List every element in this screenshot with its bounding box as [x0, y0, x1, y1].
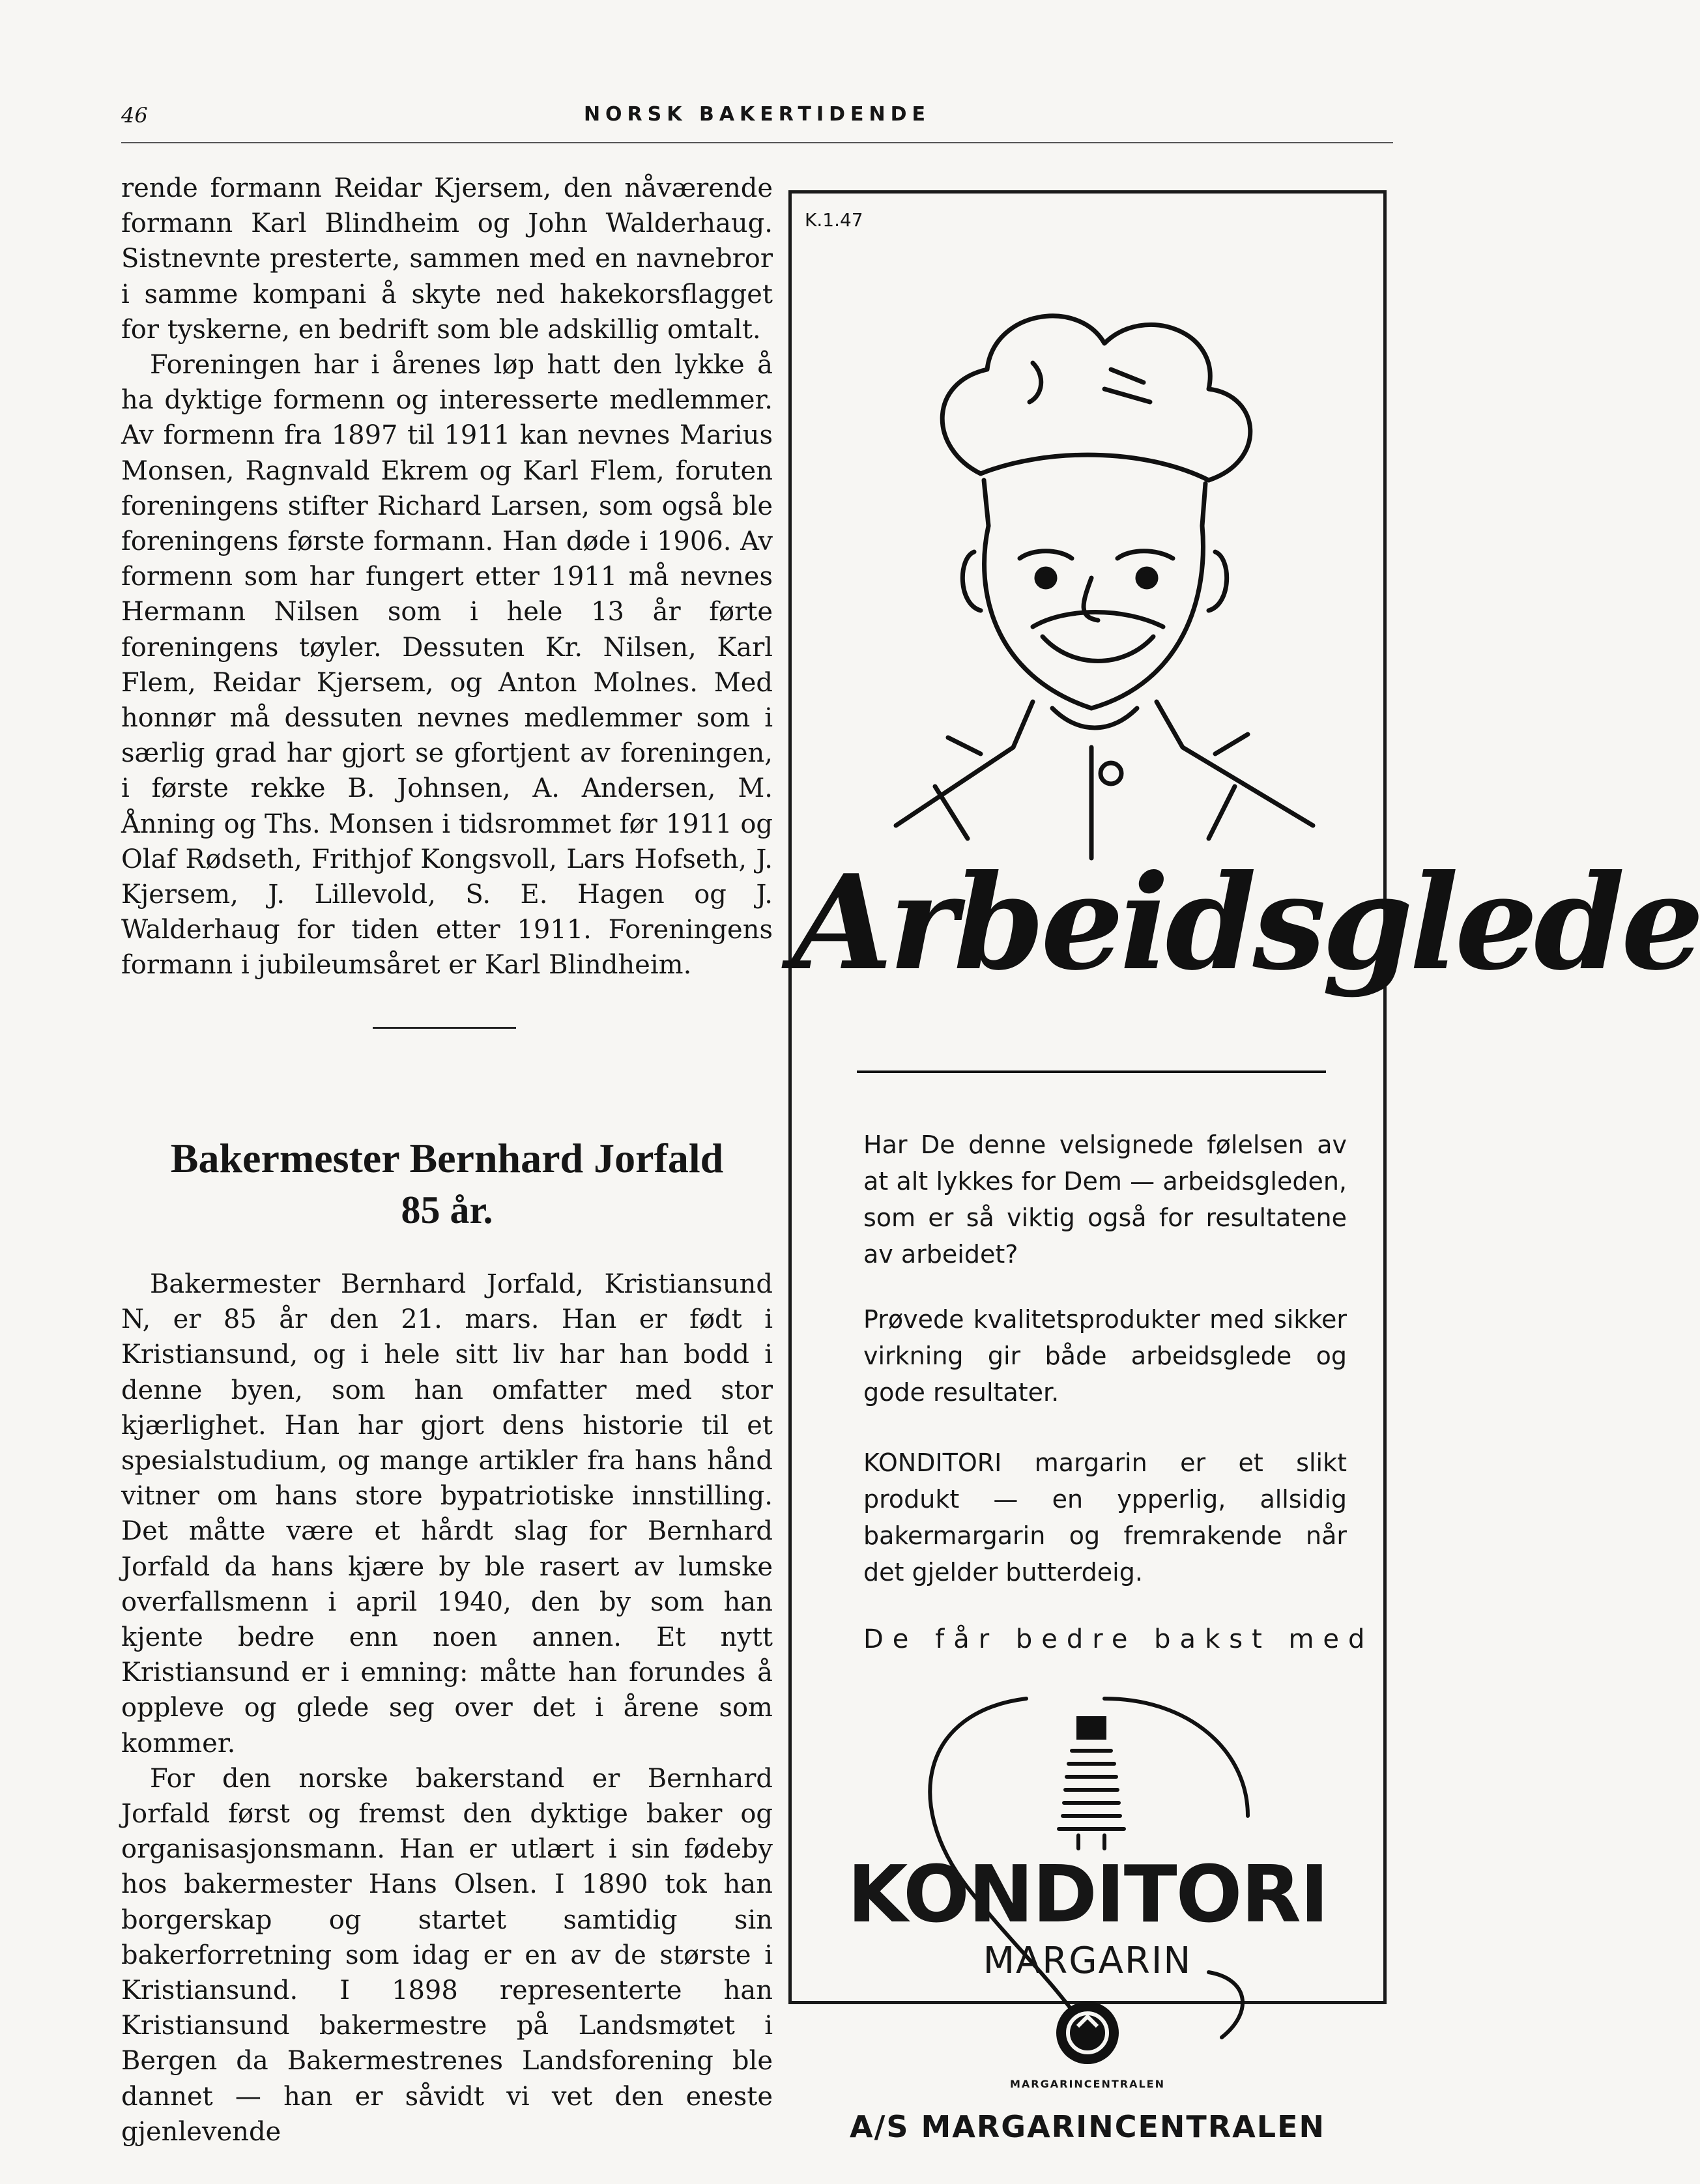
brand-sub-block: [792, 1938, 1383, 2090]
seal-text: MARGARINCENTRALEN: [1010, 2078, 1165, 2090]
article2-subtitle: 85 år.: [401, 1188, 493, 1231]
page-header: [121, 103, 1393, 143]
article1-paragraph: rende formann Reidar Kjersem, den nåværende formann Karl Blindheim og John Walderhaug. Sistnevnte presterte, sammen med en navnebror i samme kompani å skyte ned hakekorsflagget for tyskerne, en bedrift som ble adskillig omtalt.: [121, 173, 773, 345]
ad-text-block: Har De denne velsignede følelsen av at alt lykkes for Dem — arbeidsgleden, som er så viktig også for resultatene av arbeidet?: [863, 1130, 1347, 1269]
seal-icon: [1045, 1990, 1130, 2075]
chef-illustration: [818, 252, 1359, 865]
article1-paragraph: Foreningen har i årenes løp hatt den lykke å ha dyktige formenn og interesserte medlemmer. Av formenn fra 1897 til 1911 kan nevnes Marius Monsen, Ragnvald Ekrem og Karl Flem, foruten foreningens stifter Richard Larsen, som også ble foreningens første formann. Han døde i 1906. Av formenn som har fungert etter 1911 må nevnes Hermann Nilsen som i hele 13 år førte foreningens tøyler. Dessuten Kr. Nilsen, Karl Flem, Reidar Kjersem, og Anton Molnes. Med honnør må dessuten nevnes medlemmer som i særlig grad har gjort se gfortjent av foreningen, i første rekke B. Johnsen, A. Andersen, M. Ånning og Ths. Monsen i tidsrommet før 1911 og Olaf Rødseth, Frithjof Kongsvoll, Lars Hofseth, J. Kjersem, J. Lillevold, S. E. Hagen og J. Walderhaug for tiden etter 1911. Foreningens formann i jubileumsåret er Karl Blindheim.: [121, 350, 773, 981]
article2-heading: [121, 1132, 773, 1235]
ad-text-block: KONDITORI margarin er et slikt produkt — en ypperlig, allsidig bakermargarin og fremrakende når det gjelder butterdeig.: [863, 1448, 1347, 1587]
ad-text-block: Prøvede kvalitetsprodukter med sikker virkning gir både arbeidsglede og gode resultater.: [863, 1305, 1347, 1407]
ad-tagline: De får bedre bakst med: [863, 1624, 1374, 1654]
company-name: A/S MARGARINCENTRALEN: [849, 2109, 1326, 2144]
brand-sub: MARGARIN: [983, 1940, 1192, 1982]
page-number: 46: [121, 103, 148, 128]
section-divider: [373, 1027, 516, 1029]
article2-title: Bakermester Bernhard Jorfald: [170, 1135, 724, 1181]
article2-paragraph: For den norske bakerstand er Bernhard Jorfald først og fremst den dyktige baker og organisasjonsmann. Han er utlært i sin fødeby hos bakermester Hans Olsen. I 1890 tok han borgerskap og startet samtidig sin bakerforretning som idag er en av de største i Kristiansund. I 1898 representerte han Kristiansund bakermestre på Landsmøtet i Bergen da Bakermestrenes Landsforening ble dannet — han er såvidt vi vet den eneste gjenlevende: [121, 1763, 773, 2147]
journal-title: NORSK BAKERTIDENDE: [583, 103, 931, 126]
ad-slogan: Arbeidsglede: [792, 846, 1700, 999]
advertisement: [788, 190, 1700, 2144]
article2-body: [121, 1267, 773, 2149]
ad-code: K.1.47: [805, 209, 863, 231]
brand-name: KONDITORI: [847, 1850, 1328, 1940]
article2-paragraph: Bakermester Bernhard Jorfald, Kristiansund N, er 85 år den 21. mars. Han er født i Kristiansund, og i hele sitt liv har han bodd i denne byen, som han omfatter med stor kjærlighet. Han har gjort dens historie til et spesialstudium, og mange artikler fra hans hånd vitner om hans store bypatriotiske innstilling. Det måtte være et hårdt slag for Bernhard Jorfald da hans kjære by ble rasert av lumske overfallsmenn i april 1940, den by som han kjente bedre enn noen annen. Et nytt Kristiansund er i emning: måtte han forundes å oppleve og glede seg over det i årene som kommer.: [121, 1269, 773, 1759]
slogan-underline: [857, 1070, 1326, 1073]
article1-body: [121, 171, 773, 983]
